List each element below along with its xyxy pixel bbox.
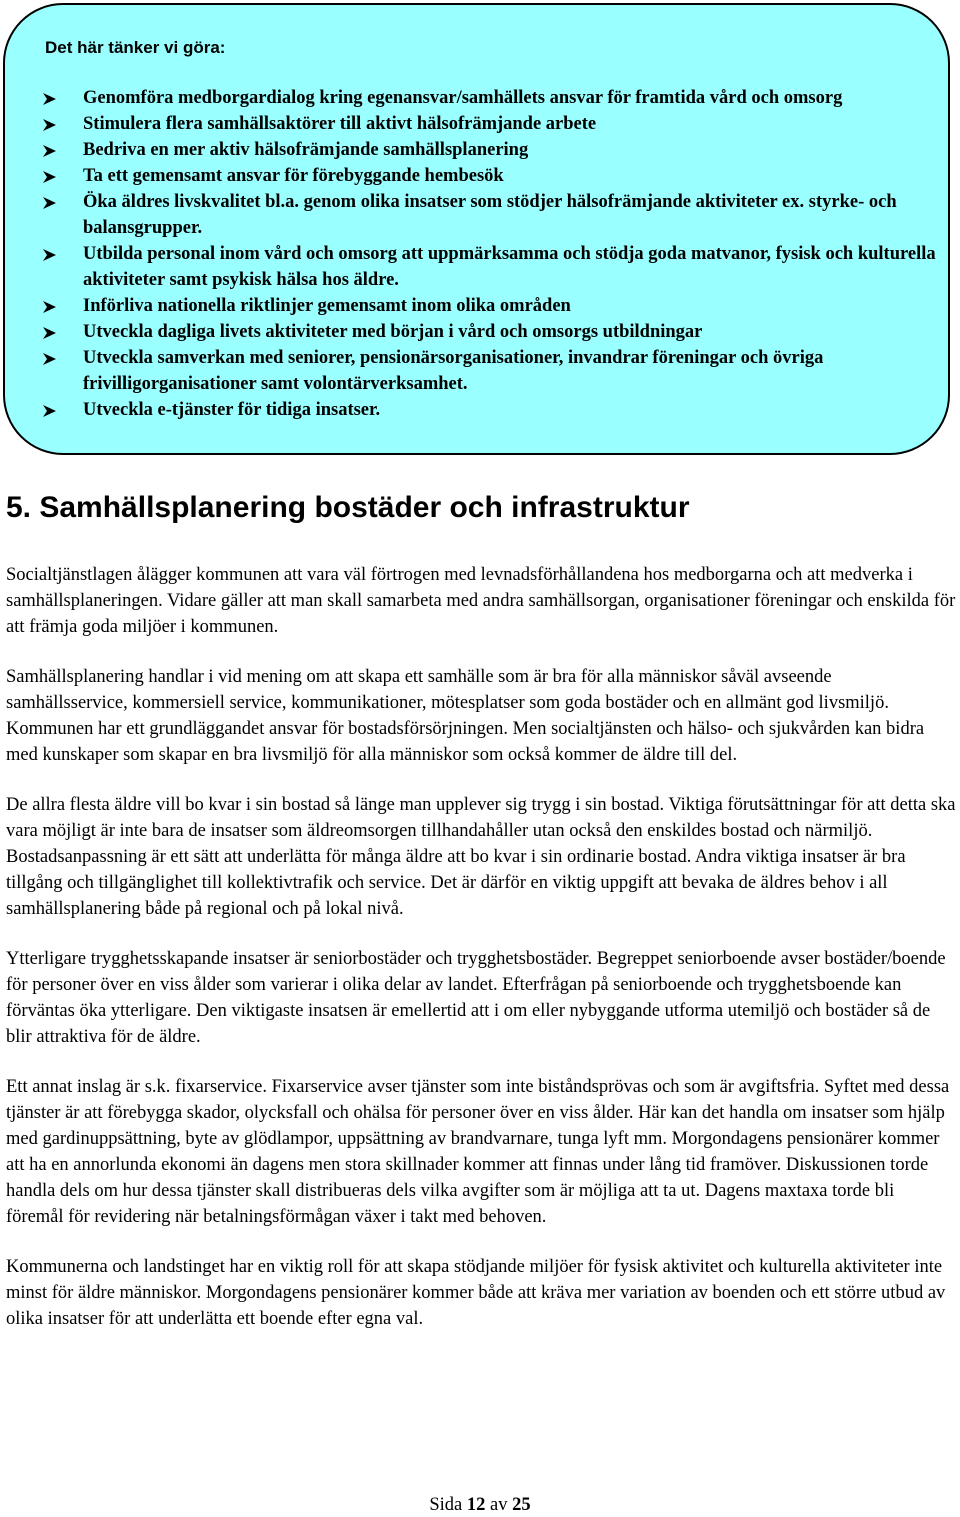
list-item-text: Stimulera flera samhällsaktörer till aktivt hälsofrämjande arbete bbox=[83, 114, 597, 134]
paragraph: De allra flesta äldre vill bo kvar i sin bostad så länge man upplever sig trygg i sin bostad. Viktiga förutsättningar för att detta ska vara möjligt är inte bara de insatser som äldreomsorgen tillhandahåller utan också den enskildes bostad och närmiljö. Bostadsanpassning är ett sätt att underlätta för många äldre att bo kvar i sin ordinarie bostad. Andra viktiga insatser är bra tillgång och tillgänglighet till kollektivtrafik och service. Det är därför en viktig uppgift att bevaka de äldres behov i all samhällsplanering både på regional och på lokal nivå. bbox=[6, 795, 956, 919]
list-item bbox=[43, 241, 948, 293]
arrowhead-bullet-icon bbox=[43, 119, 56, 131]
list-item-text: Ta ett gemensamt ansvar för förebyggande hembesök bbox=[83, 166, 504, 186]
list-item bbox=[43, 319, 948, 345]
section-body bbox=[6, 562, 956, 1356]
arrowhead-bullet-icon bbox=[43, 327, 56, 339]
arrowhead-bullet-icon bbox=[43, 171, 56, 183]
section-heading: 5. Samhällsplanering bostäder och infrastruktur bbox=[6, 491, 690, 524]
arrowhead-bullet-icon bbox=[43, 405, 56, 417]
arrowhead-bullet-icon bbox=[43, 197, 56, 209]
arrowhead-bullet-icon bbox=[43, 301, 56, 313]
arrowhead-bullet-icon bbox=[43, 145, 56, 157]
list-item-text: Utbilda personal inom vård och omsorg att uppmärksamma och stödja goda matvanor, fysisk och kulturella aktiviteter samt psykisk hälsa hos äldre. bbox=[83, 244, 936, 290]
list-item-text: Införliva nationella riktlinjer gemensamt inom olika områden bbox=[83, 296, 571, 316]
arrowhead-bullet-icon bbox=[43, 93, 56, 105]
list-item-text: Utveckla e-tjänster för tidiga insatser. bbox=[83, 400, 381, 420]
action-plan-title: Det här tänker vi göra: bbox=[45, 38, 226, 57]
page-separator: av bbox=[490, 1495, 508, 1515]
page-footer bbox=[0, 1494, 960, 1516]
list-item bbox=[43, 345, 948, 397]
action-plan-box bbox=[3, 3, 950, 455]
action-plan-list bbox=[43, 85, 948, 423]
paragraph: Ytterligare trygghetsskapande insatser är seniorbostäder och trygghetsbostäder. Begreppet seniorboende avser bostäder/boende för personer över en viss ålder som varierar i olika delar av landet. Efterfrågan på seniorboende och trygghetsboende kan förväntas öka ytterligare. Den viktigaste insatsen är emellertid att i om eller nybyggande utforma utemiljö och bostäder så de blir attraktiva för de äldre. bbox=[6, 949, 946, 1047]
paragraph: Socialtjänstlagen ålägger kommunen att vara väl förtrogen med levnadsförhållandena hos medborgarna och att medverka i samhällsplaneringen. Vidare gäller att man skall samarbeta med andra samhällsorgan, organisationer föreningar och enskilda för att främja goda miljöer i kommunen. bbox=[6, 565, 956, 637]
list-item bbox=[43, 189, 948, 241]
list-item-text: Öka äldres livskvalitet bl.a. genom olika insatser som stödjer hälsofrämjande aktiviteter ex. styrke- och balansgrupper. bbox=[83, 192, 897, 238]
list-item bbox=[43, 397, 948, 423]
page-label: Sida bbox=[429, 1495, 463, 1515]
page-total: 25 bbox=[512, 1495, 531, 1515]
list-item bbox=[43, 163, 948, 189]
list-item bbox=[43, 137, 948, 163]
arrowhead-bullet-icon bbox=[43, 249, 56, 261]
list-item bbox=[43, 85, 948, 111]
paragraph: Ett annat inslag är s.k. fixarservice. Fixarservice avser tjänster som inte biståndsprövas och som är avgiftsfria. Syftet med dessa tjänster är att förebygga skador, olycksfall och ohälsa för personer över en viss ålder. Här kan det handla om insatser som hjälp med gardinuppsättning, byte av glödlampor, uppsättning av brandvarnare, tunga lyft mm. Morgondagens pensionärer kommer att ha en annorlunda ekonomi än dagens men stora skillnader kommer att finnas under lång tid framöver. Diskussionen torde handla dels om hur dessa tjänster skall distribueras dels vilka avgifter som är möjliga att ta ut. Dagens maxtaxa torde bli föremål för revidering när betalningsförmågan växer i takt med behoven. bbox=[6, 1077, 950, 1227]
page-number: 12 bbox=[466, 1495, 486, 1515]
arrowhead-bullet-icon bbox=[43, 353, 56, 365]
list-item bbox=[43, 111, 948, 137]
list-item-text: Utveckla samverkan med seniorer, pensionärsorganisationer, invandrar föreningar och övriga frivilligorganisationer samt volontärverksamhet. bbox=[83, 348, 824, 394]
paragraph: Samhällsplanering handlar i vid mening om att skapa ett samhälle som är bra för alla människor såväl avseende samhällsservice, kommersiell service, kommunikationer, mötesplatser som goda bostäder och en allmänt god livsmiljö. Kommunen har ett grundläggandet ansvar för bostadsförsörjningen. Men socialtjänsten och hälso- och sjukvården kan bidra med kunskaper som skapar en bra livsmiljö för alla människor som också kommer de äldre till del. bbox=[6, 667, 925, 765]
list-item-text: Bedriva en mer aktiv hälsofrämjande samhällsplanering bbox=[83, 140, 529, 160]
list-item bbox=[43, 293, 948, 319]
paragraph: Kommunerna och landstinget har en viktig roll för att skapa stödjande miljöer för fysisk aktivitet och kulturella aktiviteter inte minst för äldre människor. Morgondagens pensionärer kommer både att kräva mer variation av boenden och ett större utbud av olika insatser för att underlätta ett boende efter egna val. bbox=[6, 1257, 946, 1329]
list-item-text: Genomföra medborgardialog kring egenansvar/samhällets ansvar för framtida vård och omsorg bbox=[83, 88, 843, 108]
list-item-text: Utveckla dagliga livets aktiviteter med början i vård och omsorgs utbildningar bbox=[83, 322, 703, 342]
